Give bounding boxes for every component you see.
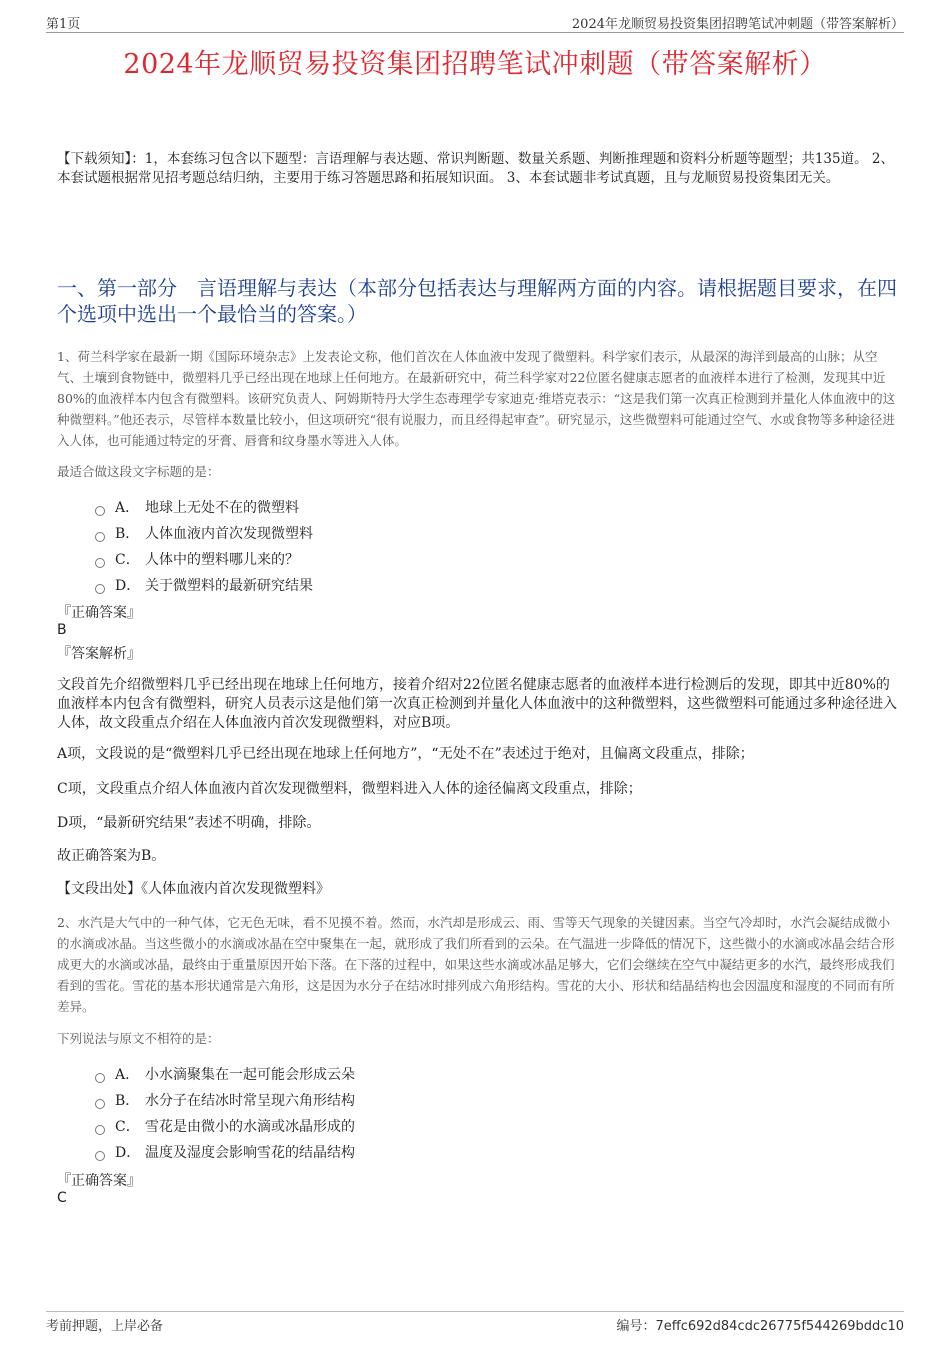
radio-icon[interactable] — [95, 558, 105, 568]
option-letter: A． — [115, 500, 140, 516]
answer-value: C — [57, 1190, 67, 1206]
option-letter: D． — [115, 578, 141, 594]
option-letter: B． — [115, 526, 140, 542]
option-text: 人体血液内首次发现微塑料 — [145, 526, 313, 542]
question-2-prompt: 下列说法与原文不相符的是： — [57, 1031, 220, 1046]
option-text: 雪花是由微小的水滴或冰晶形成的 — [145, 1119, 355, 1135]
header-doc-title: 2024年龙顺贸易投资集团招聘笔试冲刺题（带答案解析） — [571, 16, 904, 32]
option-d[interactable] — [95, 1139, 355, 1165]
option-c[interactable] — [95, 1113, 355, 1139]
option-letter: C． — [115, 552, 140, 568]
section-heading: 一、第一部分 言语理解与表达（本部分包括表达与理解两方面的内容。请根据题目要求，在四个选项中选出一个最恰当的答案。） — [57, 276, 897, 326]
question-2-options — [95, 1061, 355, 1165]
question-1-text: 1、荷兰科学家在最新一期《国际环境杂志》上发表论文称，他们首次在人体血液中发现了微塑料。科学家们表示，从最深的海洋到最高的山脉；从空气、土壤到食物链中，微塑料几乎已经出现在地球上任何地方。在最新研究中，荷兰科学家对22位匿名健康志愿者的血液样本进行了检测，发现其中近80%的血液样本内包含有微塑料。该研究负责人、阿姆斯特丹大学生态毒理学专家迪克·维塔克表示：“这是我们第一次真正检测到并量化人体血液中的这种微塑料。”他还表示，尽管样本数量比较小，但这项研究“很有说服力，而且经得起审查”。研究显示，这些微塑料可能通过空气、水或食物等多种途径进入人体，也可能通过特定的牙膏、唇膏和纹身墨水等进入人体。 — [57, 349, 896, 448]
analysis-paragraph: D项，“最新研究结果”表述不明确，排除。 — [57, 815, 321, 831]
radio-icon[interactable] — [95, 532, 105, 542]
radio-icon[interactable] — [95, 1125, 105, 1135]
analysis-paragraph: A项，文段说的是“微塑料几乎已经出现在地球上任何地方”，“无处不在”表述过于绝对，且偏离文段重点，排除； — [57, 746, 754, 762]
option-b[interactable] — [95, 1087, 355, 1113]
analysis-paragraph: 文段首先介绍微塑料几乎已经出现在地球上任何地方，接着介绍对22位匿名健康志愿者的血液样本进行检测后的发现，即其中近80%的血液样本内包含有微塑料，研究人员表示这是他们第一次真正检测到并量化人体血液中的这种微塑料，这些微塑料可能通过多种途径进入人体，故文段重点介绍在人体血液内首次发现微塑料，对应B项。 — [57, 677, 897, 731]
question-1-prompt: 最适合做这段文字标题的是： — [57, 464, 220, 479]
option-text: 人体中的塑料哪儿来的？ — [145, 552, 299, 568]
answer-value: B — [57, 622, 67, 638]
option-text: 小水滴聚集在一起可能会形成云朵 — [145, 1067, 355, 1083]
option-text: 温度及湿度会影响雪花的结晶结构 — [145, 1145, 355, 1161]
radio-icon[interactable] — [95, 506, 105, 516]
option-text: 地球上无处不在的微塑料 — [145, 500, 299, 516]
download-notice: 【下载须知】：1，本套练习包含以下题型：言语理解与表达题、常识判断题、数量关系题、判断推理题和资料分析题等题型；共135道。 2、本套试题根据常见招考题总结归纳，主要用于练习答题思路和拓展知识面。 3、本套试题非考试真题，且与龙顺贸易投资集团无关。 — [57, 151, 894, 186]
option-letter: B． — [115, 1093, 140, 1109]
analysis-conclusion: 故正确答案为B。 — [57, 848, 166, 864]
page-title: 2024年龙顺贸易投资集团招聘笔试冲刺题（带答案解析） — [123, 49, 827, 80]
analysis-source: 【文段出处】《人体血液内首次发现微塑料》 — [57, 881, 330, 897]
option-letter: D． — [115, 1145, 141, 1161]
question-2-text: 2、水汽是大气中的一种气体，它无色无味，看不见摸不着。然而，水汽却是形成云、雨、雪等天气现象的关键因素。当空气冷却时，水汽会凝结成微小的水滴或冰晶。当这些微小的水滴或冰晶在空中聚集在一起，就形成了我们所看到的云朵。在气温进一步降低的情况下，这些微小的水滴或冰晶会结合形成更大的水滴或冰晶，最终由于重量原因开始下落。在下落的过程中，如果这些水滴或冰晶足够大，它们会继续在空气中凝结更多的水汽，最终形成我们看到的雪花。雪花的基本形状通常是六角形，这是因为水分子在结冰时排列成六角形结构。雪花的大小、形状和结晶结构也会因温度和湿度的不同而有所差异。 — [57, 915, 895, 1014]
analysis-label: 『答案解析』 — [57, 646, 141, 662]
answer-label: 『正确答案』 — [57, 1173, 141, 1189]
radio-icon[interactable] — [95, 1073, 105, 1083]
option-text: 水分子在结冰时常呈现六角形结构 — [145, 1093, 355, 1109]
footer-code-label: 编号： — [616, 1319, 656, 1334]
option-letter: C． — [115, 1119, 140, 1135]
option-b[interactable] — [95, 520, 313, 546]
footer-code: 7effc692d84cdc26775f544269bddc10 — [655, 1319, 904, 1334]
answer-label: 『正确答案』 — [57, 605, 141, 621]
page-header — [46, 12, 904, 33]
option-d[interactable] — [95, 572, 313, 598]
footer-code-block — [616, 1315, 904, 1334]
option-c[interactable] — [95, 546, 313, 572]
option-a[interactable] — [95, 1061, 355, 1087]
option-letter: A． — [115, 1067, 140, 1083]
analysis-paragraph: C项，文段重点介绍人体血液内首次发现微塑料，微塑料进入人体的途径偏离文段重点，排除； — [57, 781, 642, 797]
question-1-options — [95, 494, 313, 598]
footer-slogan: 考前押题，上岸必备 — [46, 1319, 164, 1334]
option-a[interactable] — [95, 494, 313, 520]
option-text: 关于微塑料的最新研究结果 — [145, 578, 313, 594]
radio-icon[interactable] — [95, 584, 105, 594]
page-number: 第1页 — [46, 16, 81, 32]
radio-icon[interactable] — [95, 1099, 105, 1109]
page-footer — [46, 1311, 904, 1334]
radio-icon[interactable] — [95, 1151, 105, 1161]
